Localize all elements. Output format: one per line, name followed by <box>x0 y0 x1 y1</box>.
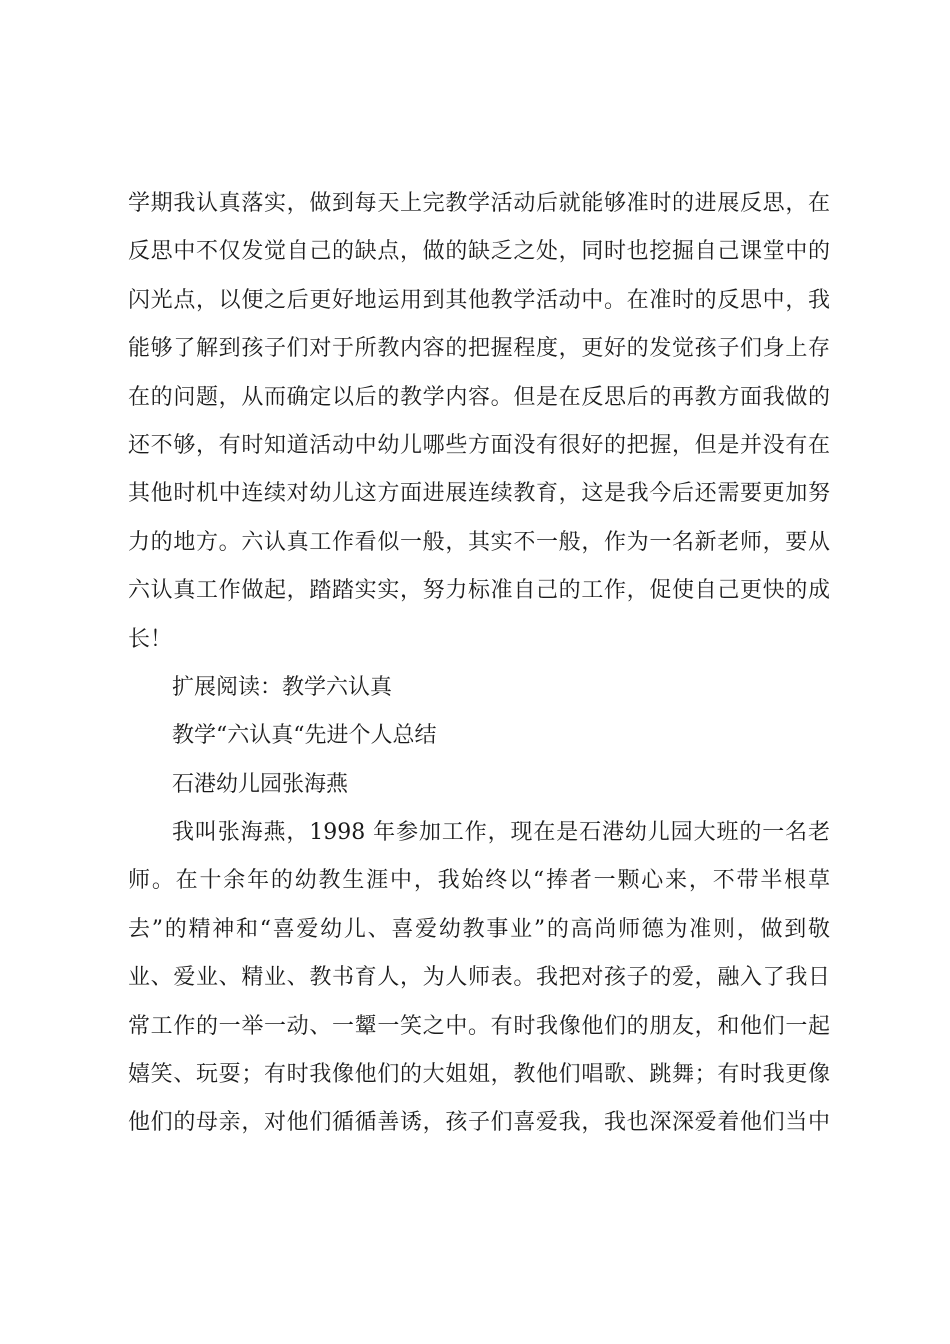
text-line: 反思中不仅发觉自己的缺点，做的缺乏之处，同时也挖掘自己课堂中的 <box>128 239 830 265</box>
text-line: 我叫张海燕，1998 年参加工作，现在是石港幼儿园大班的一名老 <box>172 820 830 846</box>
text-line: 师。在十余年的幼教生涯中，我始终以“捧者一颗心来，不带半根草 <box>128 868 830 894</box>
text-line: 长！ <box>128 626 173 652</box>
extended-reading-heading: 扩展阅读：教学六认真 <box>172 674 393 700</box>
text-line: 去”的精神和“喜爱幼儿、喜爱幼教事业”的高尚师德为准则，做到敬 <box>128 916 830 942</box>
text-line: 其他时机中连续对幼儿这方面进展连续教育，这是我今后还需要更加努 <box>128 481 830 507</box>
text-line: 业、爱业、精业、教书育人，为人师表。我把对孩子的爱，融入了我日 <box>128 965 830 991</box>
text-line: 学期我认真落实，做到每天上完教学活动后就能够准时的进展反思，在 <box>128 191 830 216</box>
text-line: 常工作的一举一动、一颦一笑之中。有时我像他们的朋友，和他们一起 <box>128 1013 830 1039</box>
text-line: 六认真工作做起，踏踏实实，努力标准自己的工作，促使自己更快的成 <box>128 578 830 604</box>
text-line: 能够了解到孩子们对于所教内容的把握程度，更好的发觉孩子们身上存 <box>128 336 830 362</box>
text-line: 力的地方。六认真工作看似一般，其实不一般，作为一名新老师，要从 <box>128 529 830 555</box>
text-line: 他们的母亲，对他们循循善诱，孩子们喜爱我，我也深深爱着他们当中 <box>128 1110 830 1136</box>
author-line: 石港幼儿园张海燕 <box>172 771 349 797</box>
text-line: 还不够，有时知道活动中幼儿哪些方面没有很好的把握，但是并没有在 <box>128 432 830 458</box>
text-line: 在的问题，从而确定以后的教学内容。但是在反思后的再教方面我做的 <box>128 384 830 410</box>
document-body <box>128 180 830 1148</box>
paragraph-reflection <box>128 180 830 664</box>
text-line: 嬉笑、玩耍；有时我像他们的大姐姐，教他们唱歌、跳舞；有时我更像 <box>128 1062 830 1088</box>
text-line: 闪光点，以便之后更好地运用到其他教学活动中。在准时的反思中，我 <box>128 287 830 313</box>
paragraph-introduction <box>128 809 830 1148</box>
summary-title: 教学“六认真“先进个人总结 <box>172 723 437 749</box>
